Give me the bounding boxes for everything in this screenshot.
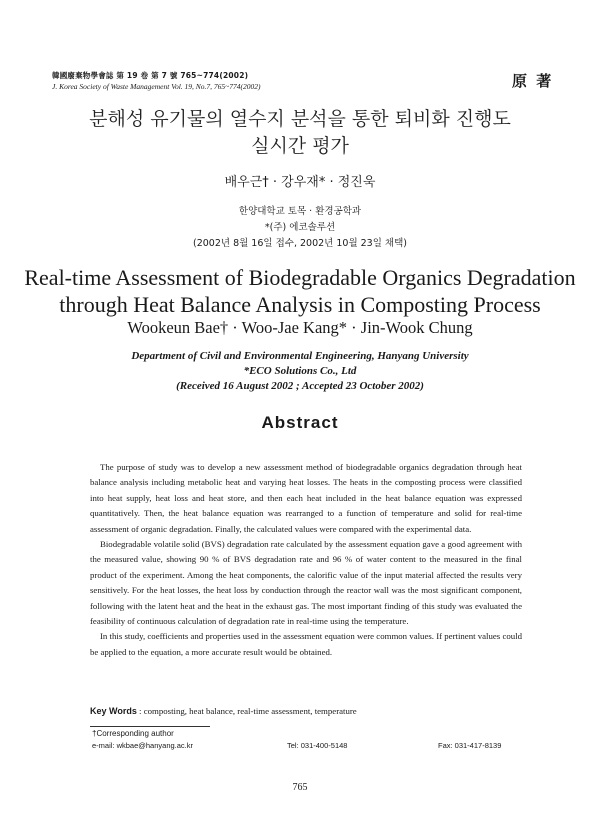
abstract-paragraph-1: The purpose of study was to develop a new assessment method of biodegradable organics degradation through heat balance analysis including metabolic heat and varying heat losses. The heats in the composting process were classified into heat supply, heat loss and heat store, and then each heat included in the heat balance equation was expressed quantitatively. Then, the heat balance equation was rearranged to a function of temperature and solid for real-time assessment of organic degradation. Finally, the calculated values were compared with the experimental data. xyxy=(90,462,522,534)
english-affiliation-1: Department of Civil and Environmental Engineering, Hanyang University xyxy=(131,350,469,362)
article-type-badge: 原 著 xyxy=(512,72,554,90)
abstract-body xyxy=(90,460,522,660)
korean-affiliation-1: 한양대학교 토목 · 환경공학과 xyxy=(238,206,362,217)
keywords-value: : composting, heat balance, real-time assessment, temperature xyxy=(136,706,357,716)
korean-dates: (2002년 8월 16일 접수, 2002년 10월 23일 채택) xyxy=(192,238,407,249)
keywords xyxy=(90,706,357,716)
korean-title-line-1: 분해성 유기물의 열수지 분석을 통한 퇴비화 진행도 xyxy=(89,108,511,130)
korean-authors: 배우근† · 강우재* · 정진욱 xyxy=(224,175,376,190)
corresponding-author-note: †Corresponding author xyxy=(92,729,174,738)
korean-title-line-2: 실시간 평가 xyxy=(251,135,349,157)
footnote-divider xyxy=(90,726,210,727)
abstract-paragraph-3: In this study, coefficients and properties used in the assessment equation were common values. If pertinent values could be applied to the equation, a more accurate result would be obtained. xyxy=(90,631,522,657)
footnote-fax: Fax: 031-417-8139 xyxy=(438,741,502,750)
page-number: 765 xyxy=(292,782,308,793)
korean-affiliation-2: *(주) 에코솔루션 xyxy=(264,222,336,233)
english-title-line-2: through Heat Balance Analysis in Composting Process xyxy=(59,292,541,317)
journal-header-english: J. Korea Society of Waste Management Vol. 19, No.7, 765~774(2002) xyxy=(52,82,261,91)
keywords-label: Key Words xyxy=(90,706,137,716)
footnote-email: e-mail: wkbae@hanyang.ac.kr xyxy=(92,741,193,750)
abstract-paragraph-2: Biodegradable volatile solid (BVS) degradation rate calculated by the assessment equation gave a good agreement with the measured value, showing 90 % of BVS degradation rate and 96 % of water content to the measured in the final product of the experiment. Among the heat components, the calorific value of the input material affected the results very sensitively. For the heat losses, the heat loss by conduction through the reactor wall was the most significant component, following with the latent heat and the heat in the exhaust gas. The most important finding of this study was evaluated the feasibility of continuous calculation of degradation rate in real-time using the temperature. xyxy=(90,539,522,627)
english-dates: (Received 16 August 2002 ; Accepted 23 October 2002) xyxy=(176,380,424,392)
english-authors: Wookeun Bae† · Woo-Jae Kang* · Jin-Wook Chung xyxy=(127,318,473,337)
english-title-line-1: Real-time Assessment of Biodegradable Organics Degradation xyxy=(24,265,576,290)
journal-header-korean: 韓國廢棄物學會誌 第 19 卷 第 7 號 765~774(2002) xyxy=(52,71,249,80)
english-affiliation-2: *ECO Solutions Co., Ltd xyxy=(243,365,357,377)
abstract-heading: Abstract xyxy=(261,413,339,432)
footnote-tel: Tel: 031-400-5148 xyxy=(287,741,348,750)
